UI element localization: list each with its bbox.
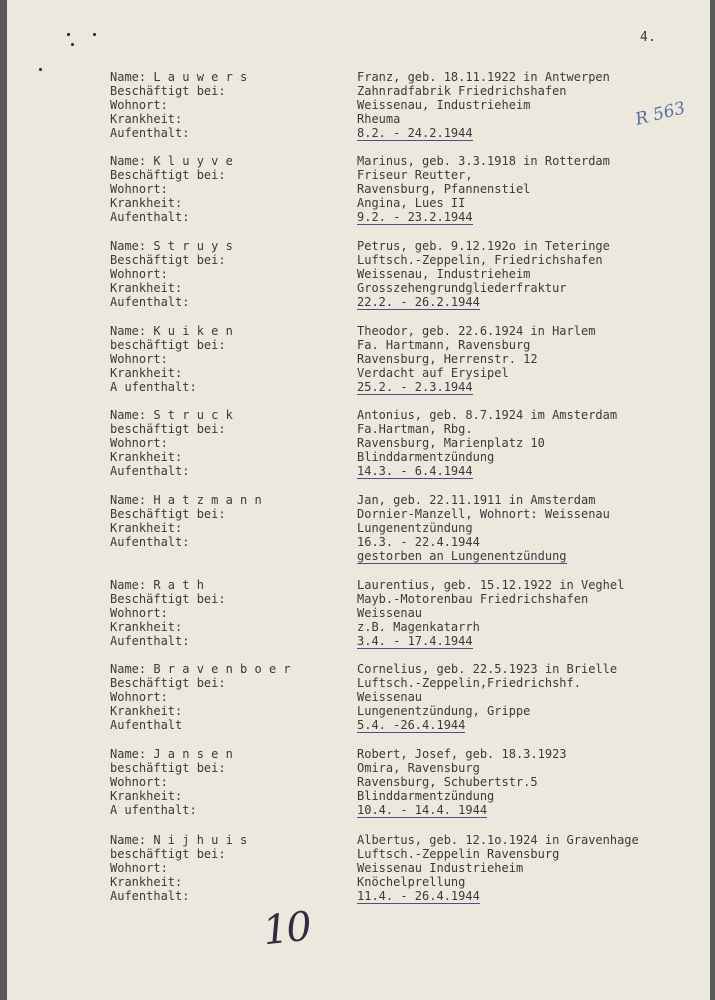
field-value: Mayb.-Motorenbau Friedrichshafen [357,592,589,606]
record-values [357,239,707,309]
value-line [357,875,707,889]
field-value: Blinddarmentzündung [357,789,495,803]
document-page [7,0,710,1000]
value-line [357,803,707,817]
field-value: Ravensburg, Pfannenstiel [357,182,531,196]
field-label: Name: B r a v e n b o e r [110,662,291,676]
value-line [357,70,707,84]
handwritten-archive-mark: R 563 [633,98,688,130]
field-label: Beschäftigt bei: [110,168,226,182]
record-values [357,324,707,394]
value-line [357,676,707,690]
field-label [110,549,350,563]
field-label: Aufenthalt: [110,535,190,549]
record-labels [110,662,350,732]
field-label: Krankheit: [110,366,183,380]
field-value: z.B. Magenkatarrh [357,620,480,634]
handwritten-page-mark: 10 [260,903,313,955]
value-line [357,578,707,592]
value-line [357,833,707,847]
value-line [357,789,707,803]
field-label: Name: L a u w e r s [110,70,248,84]
value-line [357,422,707,436]
record-values [357,747,707,817]
value-line [357,634,707,648]
field-value: Jan, geb. 22.11.1911 in Amsterdam [357,493,596,507]
field-value: Luftsch.-Zeppelin, Friedrichshafen [357,253,603,267]
field-value: Weissenau Industrieheim [357,861,524,875]
value-line [357,253,707,267]
record-labels [110,833,350,903]
field-label: Name: K l u y v e [110,154,233,168]
field-value: Blinddarmentzündung [357,450,495,464]
field-label: Aufenthalt: [110,464,190,478]
field-value: Ravensburg, Herrenstr. 12 [357,352,538,366]
field-label: Wohnort: [110,606,168,620]
field-label: Aufenthalt: [110,889,190,903]
field-value: Franz, geb. 18.11.1922 in Antwerpen [357,70,610,84]
field-label: Name: S t r u c k [110,408,233,422]
value-line [357,690,707,704]
field-value: Knöchelprellung [357,875,466,889]
patient-record [7,662,710,740]
field-label: Beschäftigt bei: [110,676,226,690]
patient-record [7,239,710,317]
field-value: Luftsch.-Zeppelin Ravensburg [357,847,560,861]
patient-record [7,833,710,911]
value-line [357,408,707,422]
value-line [357,606,707,620]
field-label: Beschäftigt bei: [110,507,226,521]
record-labels [110,578,350,648]
field-label: Aufenthalt: [110,634,190,648]
page-number: 4. [640,30,656,45]
field-value: Weissenau [357,606,423,620]
field-label: beschäftigt bei: [110,338,226,352]
field-value: Rheuma [357,112,401,126]
value-line [357,380,707,394]
field-value: 10.4. - 14.4. 1944 [357,803,488,817]
field-value: Weissenau, Industrieheim [357,98,531,112]
value-line [357,168,707,182]
record-values [357,154,707,224]
field-label: Beschäftigt bei: [110,253,226,267]
field-label: Aufenthalt [110,718,183,732]
field-label: Krankheit: [110,789,183,803]
field-value: 22.2. - 26.2.1944 [357,295,480,309]
value-line [357,450,707,464]
field-value: Luftsch.-Zeppelin,Friedrichshf. [357,676,581,690]
patient-record [7,578,710,656]
field-label: Beschäftigt bei: [110,84,226,98]
patient-record [7,324,710,402]
record-values [357,70,707,140]
field-label: Wohnort: [110,267,168,281]
field-value: 11.4. - 26.4.1944 [357,889,480,903]
record-values [357,408,707,478]
field-label: Krankheit: [110,450,183,464]
patient-record [7,154,710,232]
field-label: Wohnort: [110,182,168,196]
field-value: 25.2. - 2.3.1944 [357,380,473,394]
value-line [357,324,707,338]
field-value: Petrus, geb. 9.12.192o in Teteringe [357,239,610,253]
value-line [357,761,707,775]
ink-dot [67,33,70,36]
patient-record [7,747,710,825]
value-line [357,182,707,196]
ink-dot [93,33,96,36]
record-labels [110,70,350,140]
field-label: Krankheit: [110,620,183,634]
field-value: Fa. Hartmann, Ravensburg [357,338,531,352]
field-label: Beschäftigt bei: [110,592,226,606]
record-values [357,833,707,903]
value-line [357,747,707,761]
field-value: 5.4. -26.4.1944 [357,718,466,732]
record-labels [110,408,350,478]
field-value: Friseur Reutter, [357,168,473,182]
value-line [357,662,707,676]
value-line [357,592,707,606]
field-value: Omira, Ravensburg [357,761,480,775]
field-value: 3.4. - 17.4.1944 [357,634,473,648]
value-line [357,267,707,281]
field-label: Krankheit: [110,875,183,889]
field-label: Wohnort: [110,861,168,875]
field-value: 14.3. - 6.4.1944 [357,464,473,478]
value-line [357,126,707,140]
field-value: Angina, Lues II [357,196,466,210]
value-line [357,507,707,521]
value-line [357,704,707,718]
value-line [357,464,707,478]
field-value: Weissenau [357,690,423,704]
field-label: A ufenthalt: [110,803,197,817]
patient-record [7,408,710,486]
record-labels [110,154,350,224]
value-line [357,239,707,253]
record-values [357,493,707,563]
record-labels [110,239,350,309]
field-value: 9.2. - 23.2.1944 [357,210,473,224]
field-label: Wohnort: [110,98,168,112]
field-value: Grosszehengrundgliederfraktur [357,281,567,295]
value-line [357,889,707,903]
patient-record [7,493,710,571]
field-value: Lungenentzündung [357,521,473,535]
field-label: Aufenthalt: [110,126,190,140]
field-value: Albertus, geb. 12.1o.1924 in Gravenhage [357,833,639,847]
field-value: Verdacht auf Erysipel [357,366,509,380]
record-labels [110,493,350,563]
value-line [357,535,707,549]
field-label: Wohnort: [110,775,168,789]
field-label: Krankheit: [110,112,183,126]
record-values [357,578,707,648]
field-label: A ufenthalt: [110,380,197,394]
field-value: Lungenentzündung, Grippe [357,704,531,718]
field-value: Dornier-Manzell, Wohnort: Weissenau [357,507,610,521]
value-line [357,154,707,168]
field-label: Aufenthalt: [110,210,190,224]
field-label: Name: S t r u y s [110,239,233,253]
field-value: Zahnradfabrik Friedrichshafen [357,84,567,98]
ink-dot [71,43,74,46]
value-line [357,295,707,309]
value-line [357,352,707,366]
field-value: Fa.Hartman, Rbg. [357,422,473,436]
field-label: Name: N i j h u i s [110,833,248,847]
value-line [357,493,707,507]
value-line [357,338,707,352]
field-value: 8.2. - 24.2.1944 [357,126,473,140]
field-value: Theodor, geb. 22.6.1924 in Harlem [357,324,596,338]
value-line [357,847,707,861]
field-label: Name: H a t z m a n n [110,493,262,507]
record-labels [110,324,350,394]
field-value: 16.3. - 22.4.1944 [357,535,480,549]
value-line [357,521,707,535]
field-label: beschäftigt bei: [110,761,226,775]
value-line [357,98,707,112]
value-line [357,366,707,380]
field-value: Marinus, geb. 3.3.1918 in Rotterdam [357,154,610,168]
field-label: Krankheit: [110,521,183,535]
record-labels [110,747,350,817]
field-value: Ravensburg, Marienplatz 10 [357,436,545,450]
field-value: Robert, Josef, geb. 18.3.1923 [357,747,567,761]
field-label: beschäftigt bei: [110,847,226,861]
field-value: Weissenau, Industrieheim [357,267,531,281]
field-label: Wohnort: [110,352,168,366]
field-value: gestorben an Lungenentzündung [357,549,567,563]
field-label: Krankheit: [110,704,183,718]
field-label: Name: J a n s e n [110,747,233,761]
field-label: Name: K u i k e n [110,324,233,338]
value-line [357,84,707,98]
value-line [357,620,707,634]
value-line [357,281,707,295]
value-line [357,549,707,563]
field-label: Aufenthalt: [110,295,190,309]
record-values [357,662,707,732]
value-line [357,775,707,789]
field-value: Antonius, geb. 8.7.1924 im Amsterdam [357,408,618,422]
field-value: Laurentius, geb. 15.12.1922 in Veghel [357,578,625,592]
field-label: Name: R a t h [110,578,204,592]
field-label: Krankheit: [110,281,183,295]
patient-record [7,70,710,148]
value-line [357,210,707,224]
field-label: Wohnort: [110,436,168,450]
value-line [357,718,707,732]
value-line [357,196,707,210]
field-label: Wohnort: [110,690,168,704]
field-value: Cornelius, geb. 22.5.1923 in Brielle [357,662,618,676]
value-line [357,436,707,450]
field-label: Krankheit: [110,196,183,210]
field-value: Ravensburg, Schubertstr.5 [357,775,538,789]
value-line [357,861,707,875]
value-line [357,112,707,126]
field-label: beschäftigt bei: [110,422,226,436]
